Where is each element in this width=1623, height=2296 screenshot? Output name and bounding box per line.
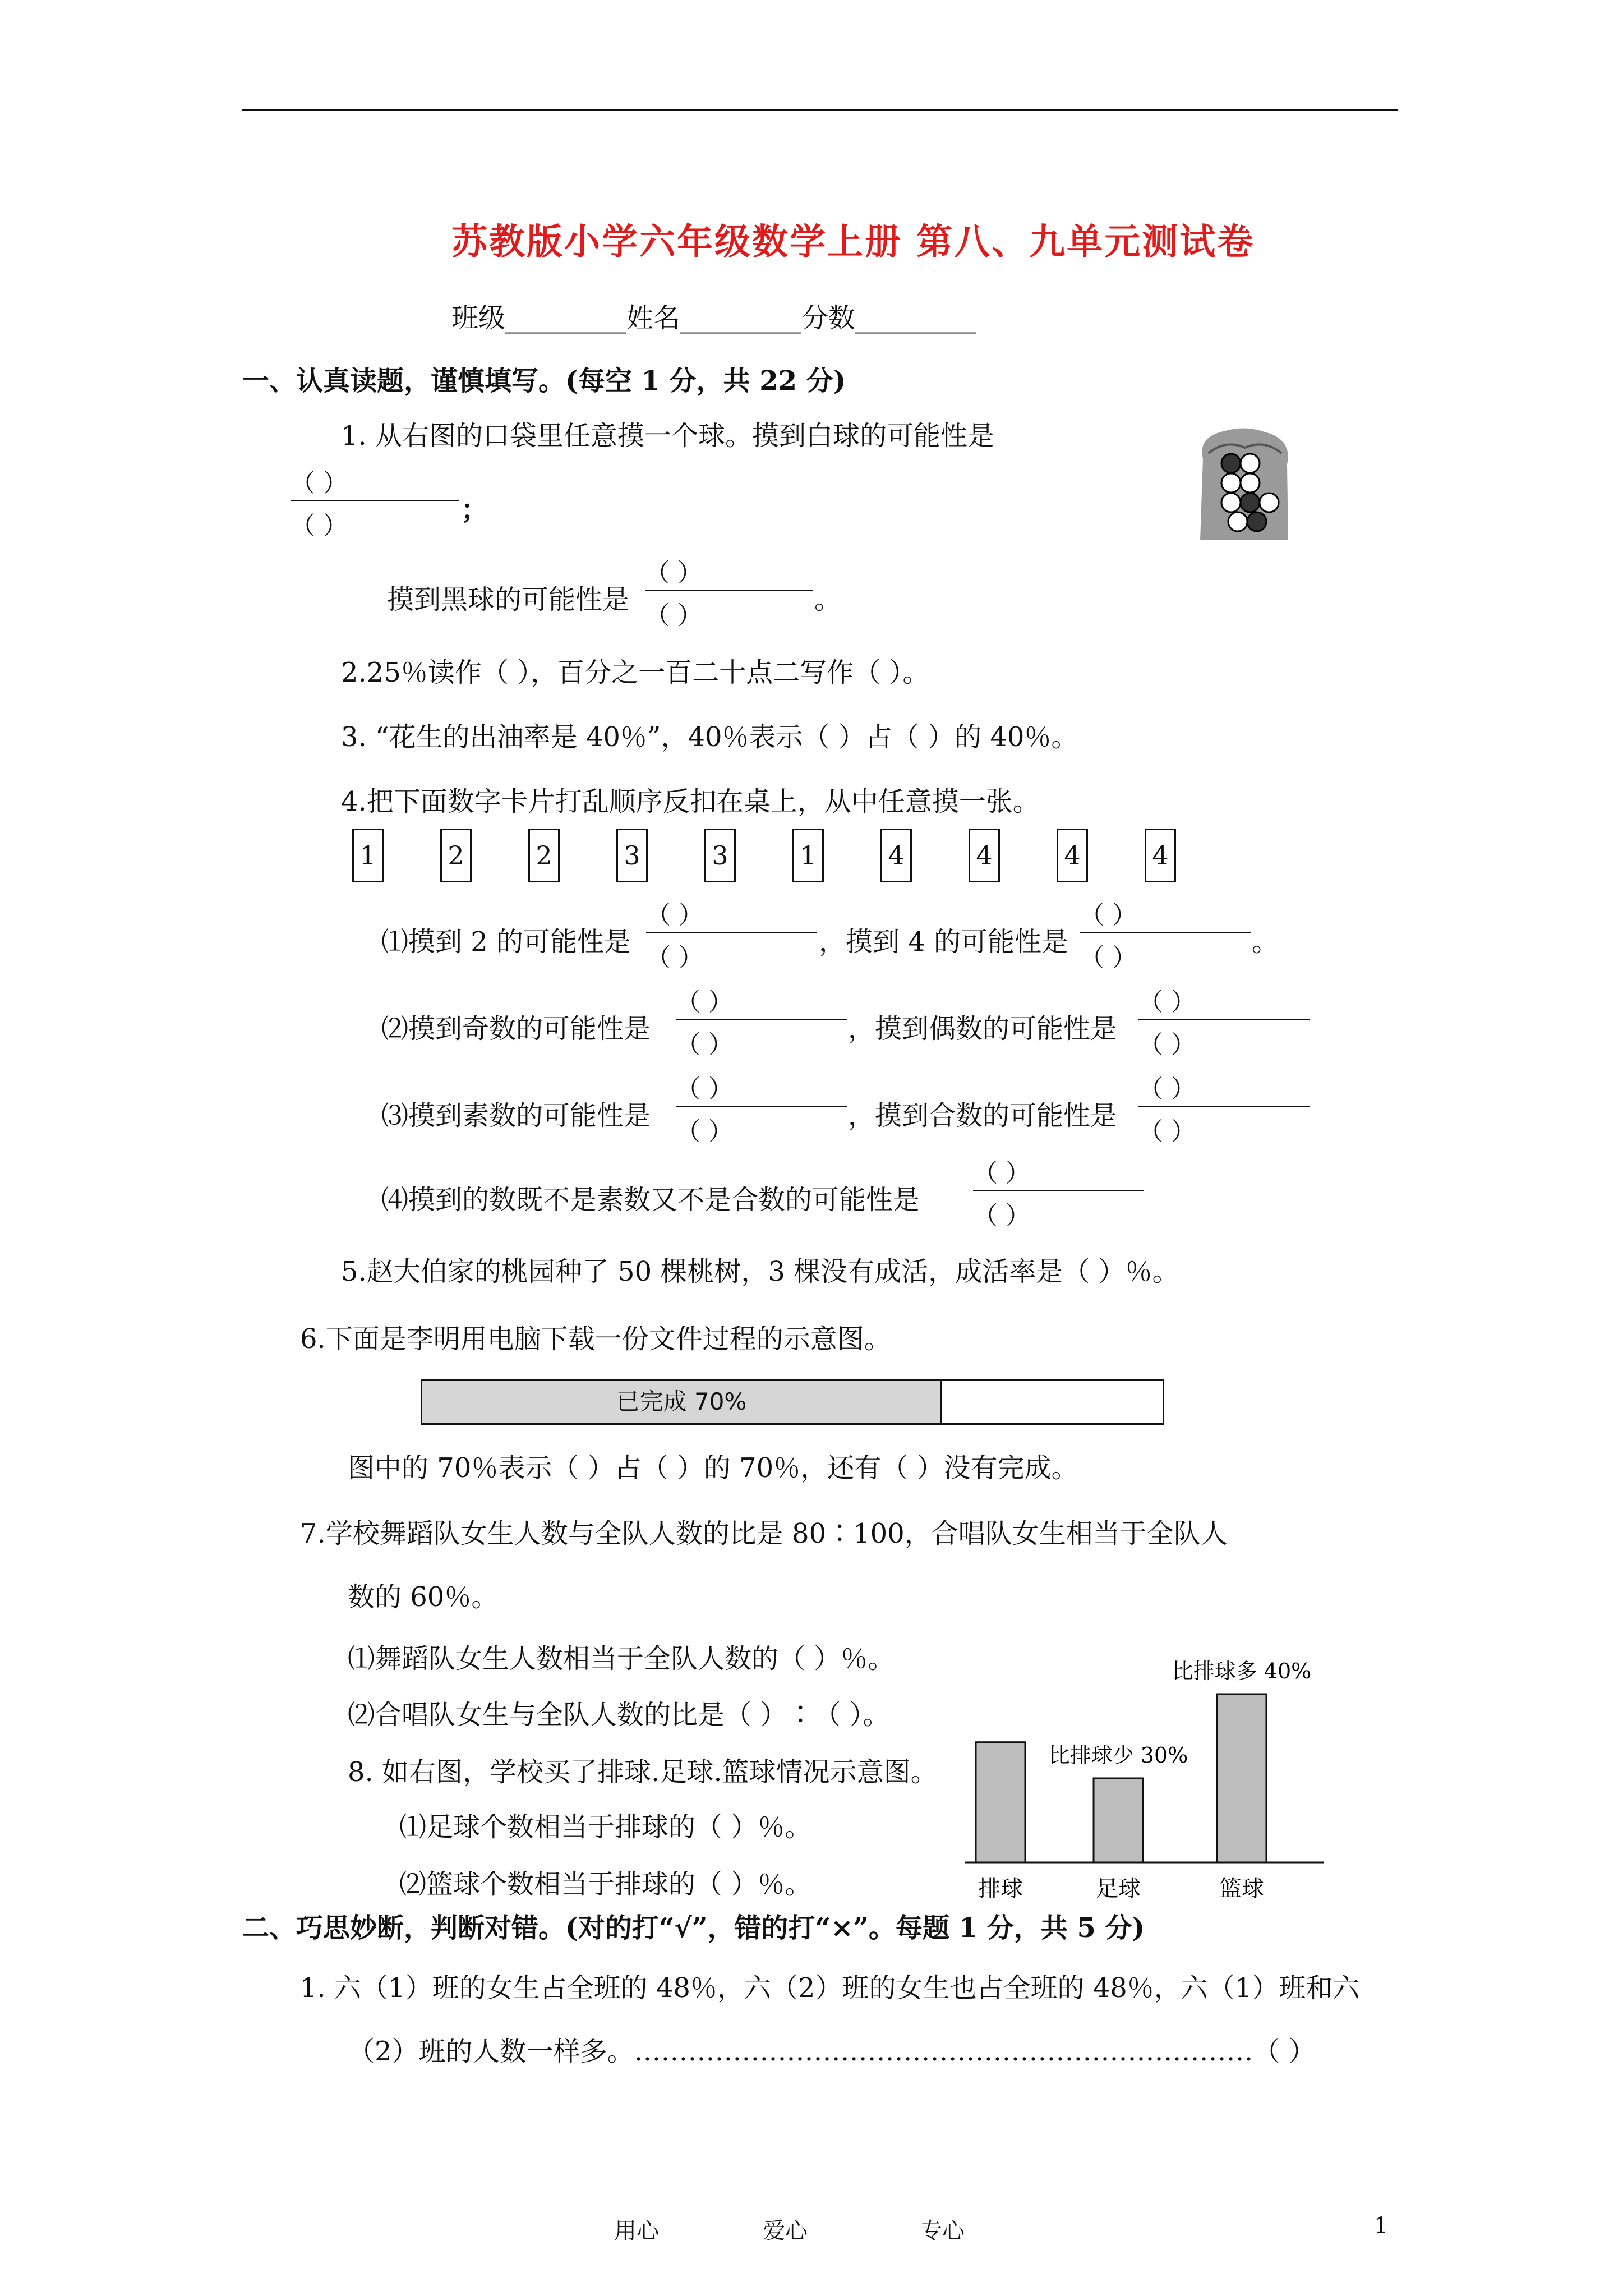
number-card[interactable]: 3	[704, 829, 736, 882]
number-card[interactable]: 4	[880, 829, 912, 882]
q6-answer-text: 图中的 70％表示（ ）占（ ）的 70％，还有（ ）没有完成。	[348, 1452, 1078, 1484]
fraction-numerator: （ ）	[676, 988, 733, 1016]
fraction-denominator: （ ）	[646, 944, 703, 972]
fraction-bar	[1138, 1106, 1310, 1107]
q7-1-text: ⑴舞蹈队女生人数相当于全队人数的（ ）％。	[348, 1643, 895, 1674]
q8-2-text: ⑵篮球个数相当于排球的（ ）％。	[399, 1869, 812, 1900]
progress-label: 已完成 70%	[616, 1388, 747, 1415]
number-card[interactable]: 1	[792, 829, 824, 882]
section1-heading: 一、认真读题，谨慎填写。(每空 1 分，共 22 分)	[242, 365, 846, 397]
page-title: 苏教版小学六年级数学上册 第八、九单元测试卷	[451, 221, 1255, 263]
q4-1a-text: ⑴摸到 2 的可能性是	[381, 926, 631, 958]
fraction-numerator: （ ）	[1138, 1075, 1196, 1103]
q1-black-text: 摸到黑球的可能性是	[387, 584, 630, 615]
bar-annotation: 比排球少 30%	[1048, 1743, 1188, 1768]
fraction-bar	[973, 1190, 1144, 1191]
q3-text: 3. “花生的出油率是 40％”，40％表示（ ）占（ ）的 40％。	[341, 721, 1078, 753]
category-label: 足球	[1096, 1876, 1141, 1902]
q8-text: 8. 如右图，学校买了排球.足球.篮球情况示意图。	[348, 1756, 938, 1788]
q4-1-fraction-b[interactable]	[1080, 895, 1251, 973]
fraction-bar	[646, 932, 817, 933]
fraction-bar	[676, 1106, 847, 1107]
number-card[interactable]: 2	[440, 829, 472, 882]
q4-2a-text: ⑵摸到奇数的可能性是	[381, 1013, 651, 1045]
semicolon: ；	[461, 494, 488, 526]
footer-item: 用心	[614, 2218, 659, 2244]
top-rule	[242, 109, 1398, 111]
bag-of-balls-image	[1192, 425, 1298, 546]
q4-2-fraction-b[interactable]	[1138, 982, 1310, 1060]
fraction-numerator: （ ）	[1080, 901, 1137, 930]
fraction-numerator: （ ）	[973, 1159, 1030, 1188]
q4-3-fraction-a[interactable]	[676, 1069, 847, 1147]
bar-0	[976, 1742, 1025, 1862]
fraction-bar	[1138, 1019, 1310, 1020]
category-label: 排球	[978, 1876, 1023, 1902]
fraction-denominator: （ ）	[1080, 944, 1137, 972]
number-card[interactable]: 3	[616, 829, 648, 882]
page-number: 1	[1374, 2213, 1389, 2239]
fraction-denominator: （ ）	[676, 1117, 733, 1146]
q8-1-text: ⑴足球个数相当于排球的（ ）％。	[399, 1811, 812, 1843]
q4-3b-text: ，摸到合数的可能性是	[848, 1100, 1118, 1131]
q4-4-text: ⑷摸到的数既不是素数又不是合数的可能性是	[381, 1184, 920, 1216]
q7-line2: 数的 60％。	[348, 1581, 499, 1613]
fraction-numerator: （ ）	[646, 901, 703, 930]
bar-2	[1217, 1694, 1266, 1862]
fraction-numerator: （ ）	[291, 469, 348, 498]
q4-1b-text: ，摸到 4 的可能性是	[819, 926, 1069, 958]
fraction-denominator: （ ）	[1138, 1030, 1196, 1059]
q7-line1: 7.学校舞蹈队女生人数与全队人数的比是 80∶100，合唱队女生相当于全队人	[300, 1518, 1228, 1549]
q4-2-fraction-a[interactable]	[676, 982, 847, 1060]
fraction-bar	[291, 500, 459, 501]
q4-text: 4.把下面数字卡片打乱顺序反扣在桌上，从中任意摸一张。	[341, 786, 1040, 817]
q5-text: 5.赵大伯家的桃园种了 50 棵桃树，3 棵没有成活，成活率是（ ）％。	[341, 1256, 1179, 1287]
fraction-denominator: （ ）	[645, 601, 702, 630]
fraction-numerator: （ ）	[676, 1075, 733, 1103]
fraction-denominator: （ ）	[291, 512, 348, 540]
s2-q1-line2: （2）班的人数一样多。……………………………………………………………（ ）	[348, 2036, 1316, 2067]
ball-purchase-bar-chart	[953, 1638, 1335, 1918]
s2-q1-line1: 1. 六（1）班的女生占全班的 48％，六（2）班的女生也占全班的 48％，六（1）班和六	[300, 1972, 1360, 2004]
footer-item: 爱心	[763, 2218, 808, 2244]
fraction-denominator: （ ）	[973, 1202, 1030, 1230]
section2-heading: 二、巧思妙断，判断对错。(对的打“√”，错的打“×”。每题 1 分，共 5 分)	[242, 1912, 1145, 1944]
q4-3-fraction-b[interactable]	[1138, 1069, 1310, 1147]
number-card[interactable]: 4	[969, 829, 1000, 882]
fraction-bar	[645, 590, 813, 591]
fraction-denominator: （ ）	[676, 1030, 733, 1059]
q6-text: 6.下面是李明用电脑下载一份文件过程的示意图。	[300, 1323, 891, 1355]
q1-white-fraction[interactable]	[291, 463, 459, 541]
download-progress-bar	[421, 1379, 1164, 1425]
q1-black-fraction[interactable]	[645, 553, 813, 631]
q4-1-fraction-a[interactable]	[646, 895, 817, 973]
period: 。	[1252, 926, 1279, 958]
number-card[interactable]: 4	[1057, 829, 1088, 882]
q4-3a-text: ⑶摸到素数的可能性是	[381, 1100, 651, 1131]
bar-1	[1094, 1778, 1143, 1862]
fraction-denominator: （ ）	[1138, 1117, 1196, 1146]
number-card[interactable]: 1	[352, 829, 384, 882]
fraction-bar	[1080, 932, 1251, 933]
bar-annotation: 比排球多 40%	[1172, 1659, 1312, 1683]
number-card[interactable]: 2	[528, 829, 560, 882]
footer-item: 专心	[920, 2218, 965, 2244]
period: 。	[814, 584, 842, 615]
q4-2b-text: ，摸到偶数的可能性是	[848, 1013, 1118, 1045]
q2-text: 2.25％读作（ ），百分之一百二十点二写作（ ）。	[341, 657, 930, 688]
q4-4-fraction[interactable]	[973, 1153, 1144, 1231]
fraction-numerator: （ ）	[645, 559, 702, 587]
q1-text: 1. 从右图的口袋里任意摸一个球。摸到白球的可能性是	[341, 420, 995, 452]
student-info-line: 班级_________姓名_________分数_________	[451, 302, 977, 334]
category-label: 篮球	[1219, 1876, 1264, 1902]
number-card[interactable]: 4	[1145, 829, 1176, 882]
fraction-numerator: （ ）	[1138, 988, 1196, 1016]
q7-2-text: ⑵合唱队女生与全队人数的比是（ ）∶（ ）。	[348, 1699, 890, 1731]
fraction-bar	[676, 1019, 847, 1020]
